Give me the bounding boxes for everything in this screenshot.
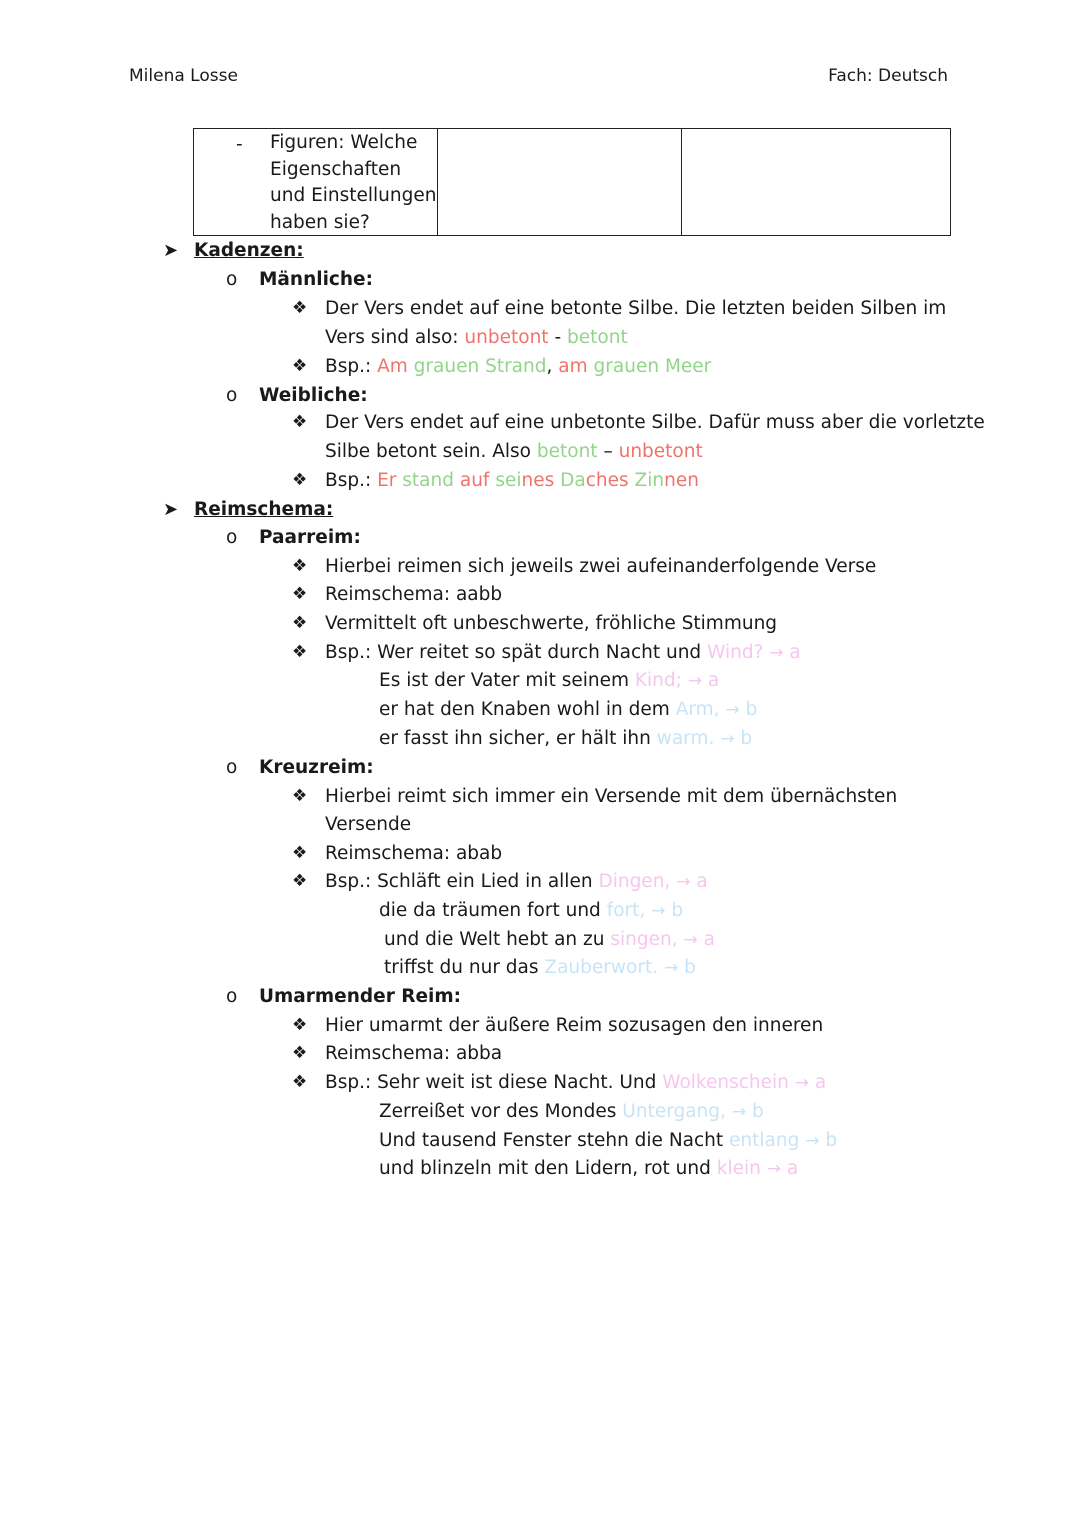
stressed-syllable: Zin [634,470,665,491]
rhyme-word: Arm, [675,699,720,720]
right-arrow-icon: → [720,729,735,749]
verse-text: Es ist der Vater mit seinem [379,670,629,691]
circle-bullet-icon: o [226,527,238,548]
right-arrow-icon: → [725,700,740,720]
text-line: Der Vers endet auf eine unbetonte Silbe. Dafür muss aber die vorletzte [325,412,985,433]
right-arrow-icon: → [651,901,666,921]
arrow-bullet-icon: ➤ [163,240,179,261]
verse-text: er hat den Knaben wohl in dem [379,699,670,720]
right-arrow-icon: → [794,1073,810,1093]
text-line: Reimschema: aabb [325,584,503,605]
example-line [325,466,699,495]
rhyme-letter: a [814,1072,827,1093]
example-label: Bsp.: [325,470,372,491]
table-line: Figuren: Welche [270,132,418,153]
verse-text: die da träumen fort und [379,900,601,921]
right-arrow-icon: → [766,1159,782,1179]
unstressed-syllable: Am [377,356,408,377]
text-line [325,323,628,352]
text-line: Hierbei reimen sich jeweils zwei aufeinanderfolgende Verse [325,556,877,577]
verse-line [325,1068,826,1098]
comma: , [546,356,553,377]
separator: – [603,441,613,462]
diamond-bullet-icon: ❖ [292,1043,308,1063]
rhyme-letter: b [671,900,684,921]
rhyme-word: singen, [610,929,678,950]
stressed-syllable: Meer [664,356,712,377]
section-title-kadenzen: Kadenzen: [194,240,304,261]
unstressed-syllable: Er [377,470,397,491]
verse-text: triffst du nur das [384,957,539,978]
section-title-reimschema: Reimschema: [194,499,334,520]
right-arrow-icon: → [687,671,703,691]
diamond-bullet-icon: ❖ [292,843,308,863]
verse-line [379,695,757,725]
right-arrow-icon: → [663,958,679,978]
stressed-syllable: stand [402,470,454,491]
unstressed-syllable: ches [585,470,629,491]
right-arrow-icon: → [683,930,698,950]
circle-bullet-icon: o [226,269,238,290]
rhyme-word: Untergang, [622,1101,726,1122]
list-dash: - [236,134,243,155]
separator: - [554,327,562,348]
table-line: Eigenschaften [270,158,402,180]
unstressed-syllable: nen [664,470,699,491]
text-line: Hier umarmt der äußere Reim sozusagen den inneren [325,1015,824,1036]
right-arrow-icon: → [805,1131,820,1151]
rhyme-word: Wind? [707,642,764,663]
betont-label: betont [567,327,628,348]
verse-line [384,925,715,955]
verse-text: und blinzeln mit den Lidern, rot und [379,1158,711,1179]
diamond-bullet-icon: ❖ [292,1072,308,1092]
rhyme-word: Kind; [634,670,682,691]
right-arrow-icon: → [676,872,691,892]
subsection-title-kreuzreim: Kreuzreim: [259,757,374,778]
stressed-syllable: grauen [413,356,480,377]
diamond-bullet-icon: ❖ [292,412,308,432]
text-line: Der Vers endet auf eine betonte Silbe. Die letzten beiden Silben im [325,298,947,319]
verse-line [379,724,752,754]
rhyme-letter: b [740,728,753,749]
verse-text: Bsp.: Schläft ein Lied in allen [325,871,593,892]
verse-text: Bsp.: Wer reitet so spät durch Nacht und [325,642,702,663]
diamond-bullet-icon: ❖ [292,613,308,633]
diamond-bullet-icon: ❖ [292,642,308,662]
verse-text: Und tausend Fenster stehn die Nacht [379,1130,724,1151]
text-segment: Silbe betont sein. Also [325,441,531,462]
text-line: Reimschema: abba [325,1043,503,1064]
unstressed-syllable: am [558,356,588,377]
subsection-title-maennliche: Männliche: [259,269,373,290]
rhyme-letter: b [684,957,696,978]
stressed-syllable: Da [560,470,586,491]
right-arrow-icon: → [731,1102,747,1122]
table-cell [194,129,438,236]
unstressed-syllable: nes [521,470,555,491]
rhyme-word: klein [716,1158,761,1179]
betont-label: betont [536,441,598,462]
table-cell [682,129,951,236]
diamond-bullet-icon: ❖ [292,556,308,576]
unstressed-syllable: auf [459,470,490,491]
verse-text: Bsp.: Sehr weit ist diese Nacht. Und [325,1072,657,1093]
verse-text: und die Welt hebt an zu [384,929,605,950]
diamond-bullet-icon: ❖ [292,1015,308,1035]
verse-line [325,867,708,897]
rhyme-letter: a [696,871,708,892]
verse-text: er fasst ihn sicher, er hält ihn [379,728,651,749]
arrow-bullet-icon: ➤ [163,499,179,520]
rhyme-letter: b [745,699,758,720]
circle-bullet-icon: o [226,986,238,1007]
text-line: Reimschema: abab [325,843,503,864]
rhyme-word: entlang [729,1130,800,1151]
verse-line [379,1154,798,1184]
unbetont-label: unbetont [464,327,549,348]
example-line [325,352,711,381]
text-line: Versende [325,814,412,835]
table-cell [438,129,682,236]
subsection-title-paarreim: Paarreim: [259,527,361,548]
author-name: Milena Losse [129,66,238,86]
rhyme-letter: a [786,1158,799,1179]
table-line: und Einstellungen [270,185,437,206]
figures-table [193,128,951,236]
subsection-title-weibliche: Weibliche: [259,385,368,406]
diamond-bullet-icon: ❖ [292,584,308,604]
rhyme-letter: b [751,1101,764,1122]
circle-bullet-icon: o [226,385,238,406]
rhyme-letter: a [789,642,801,663]
verse-line [384,953,696,983]
rhyme-word: Wolkenschein [662,1072,789,1093]
example-label: Bsp.: [325,356,372,377]
table-line: haben sie? [270,211,370,233]
subject-label: Fach: Deutsch [828,66,948,86]
verse-line [379,1126,837,1156]
verse-line [379,896,683,926]
right-arrow-icon: → [769,643,784,663]
verse-line [325,638,801,668]
rhyme-word: fort, [606,900,646,921]
subsection-title-umarmender-reim: Umarmender Reim: [259,986,462,1007]
unbetont-label: unbetont [618,441,703,462]
circle-bullet-icon: o [226,757,238,778]
diamond-bullet-icon: ❖ [292,871,308,891]
table-cell-text [270,130,436,236]
rhyme-word: warm. [656,728,715,749]
text-line [325,437,703,466]
text-segment: Vers sind also: [325,327,459,348]
stressed-syllable: grauen [593,356,660,377]
text-line: Hierbei reimt sich immer ein Versende mit dem übernächsten [325,786,898,807]
rhyme-letter: b [825,1130,838,1151]
rhyme-letter: a [707,670,720,691]
rhyme-word: Zauberwort. [544,957,659,978]
text-line: Vermittelt oft unbeschwerte, fröhliche Stimmung [325,613,778,634]
rhyme-letter: a [703,929,715,950]
diamond-bullet-icon: ❖ [292,298,308,318]
stressed-syllable: sei [495,470,522,491]
diamond-bullet-icon: ❖ [292,356,308,376]
verse-line [379,666,719,696]
diamond-bullet-icon: ❖ [292,470,308,490]
rhyme-word: Dingen, [598,871,671,892]
verse-text: Zerreißet vor des Mondes [379,1101,617,1122]
verse-line [379,1097,764,1127]
stressed-syllable: Strand [485,356,547,377]
diamond-bullet-icon: ❖ [292,786,308,806]
